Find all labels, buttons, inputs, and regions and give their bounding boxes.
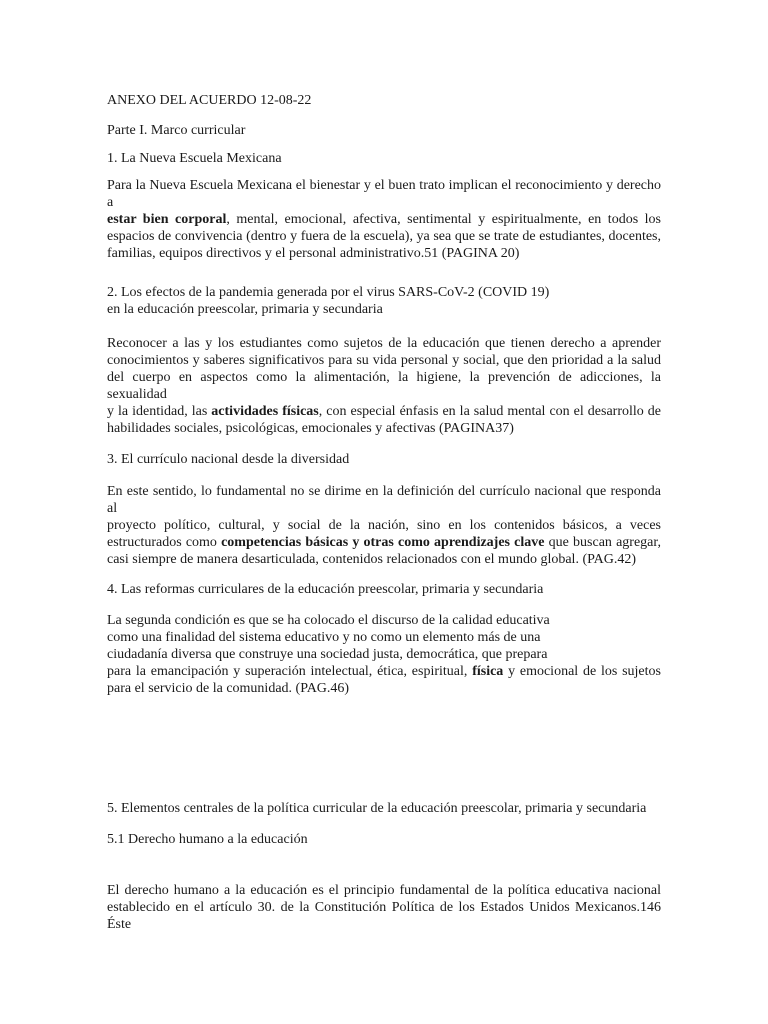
paragraph-line [107, 403, 661, 420]
line-text: estructurados como [107, 535, 222, 550]
paragraph-line: casi siempre de manera desarticulada, contenidos relacionados con el mundo global. (PAG.42) [107, 552, 636, 567]
line-text: , con especial énfasis en la salud mental con el desarrollo de [318, 404, 661, 419]
paragraph-line: proyecto político, cultural, y social de la nación, sino en los contenidos básicos, a veces [107, 518, 661, 533]
bold-phrase: estar bien corporal [107, 212, 227, 227]
paragraph-line: La segunda condición es que se ha colocado el discurso de la calidad educativa [107, 613, 550, 628]
section-4-heading: 4. Las reformas curriculares de la educación preescolar, primaria y secundaria [107, 582, 544, 597]
bold-phrase: actividades físicas [211, 404, 319, 419]
paragraph-line [107, 211, 661, 228]
paragraph-line: habilidades sociales, psicológicas, emocionales y afectivas (PAGINA37) [107, 421, 514, 436]
paragraph-line: ciudadanía diversa que construye una sociedad justa, democrática, que prepara [107, 647, 548, 662]
paragraph-line: El derecho humano a la educación es el principio fundamental de la política educativa nacional [107, 883, 661, 898]
paragraph-line: conocimientos y saberes significativos para su vida personal y social, que den prioridad a la salud [107, 353, 661, 368]
section-3-heading: 3. El currículo nacional desde la diversidad [107, 452, 350, 467]
line-text: y emocional de los sujetos [503, 664, 661, 679]
heading-line: 2. Los efectos de la pandemia generada por el virus SARS-CoV-2 (COVID 19) [107, 285, 550, 300]
section-2-heading [107, 284, 661, 318]
paragraph-line: establecido en el artículo 30. de la Constitución Política de los Estados Unidos Mexicanos.146 Éste [107, 900, 661, 932]
paragraph-line: En este sentido, lo fundamental no se dirime en la definición del currículo nacional que responda al [107, 484, 661, 516]
document-title: ANEXO DEL ACUERDO 12-08-22 [107, 93, 312, 108]
paragraph-line [107, 663, 661, 680]
section-1-paragraph [107, 177, 661, 262]
section-5-1-paragraph [107, 882, 661, 933]
paragraph-line: Para la Nueva Escuela Mexicana el bienestar y el buen trato implican el reconocimiento y derecho a [107, 178, 661, 210]
paragraph-line: como una finalidad del sistema educativo y no como un elemento más de una [107, 630, 541, 645]
section-5-1-heading: 5.1 Derecho humano a la educación [107, 832, 308, 847]
section-5-heading: 5. Elementos centrales de la política curricular de la educación preescolar, primaria y secundaria [107, 801, 647, 816]
paragraph-line [107, 534, 661, 551]
line-text: que buscan agregar, [544, 535, 661, 550]
paragraph-line: espacios de convivencia (dentro y fuera de la escuela), ya sea que se trate de estudiantes, docentes, [107, 229, 661, 244]
part-heading: Parte I. Marco curricular [107, 123, 246, 138]
section-3-paragraph [107, 483, 661, 568]
line-text: para la emancipación y superación intelectual, ética, espiritual, [107, 664, 473, 679]
bold-phrase: física [472, 664, 504, 679]
line-text: y la identidad, las [107, 404, 212, 419]
section-1-heading: 1. La Nueva Escuela Mexicana [107, 151, 282, 166]
heading-line: en la educación preescolar, primaria y secundaria [107, 302, 383, 317]
bold-phrase: competencias básicas y otras como aprendizajes clave [221, 535, 545, 550]
paragraph-line: familias, equipos directivos y el personal administrativo.51 (PAGINA 20) [107, 246, 520, 261]
section-4-paragraph [107, 612, 661, 663]
section-2-paragraph [107, 335, 661, 437]
line-text: , mental, emocional, afectiva, sentimental y espiritualmente, en todos los [226, 212, 662, 227]
paragraph-line: del cuerpo en aspectos como la alimentación, la higiene, la prevención de adicciones, la sexualidad [107, 370, 661, 402]
section-4-paragraph-cont [107, 663, 661, 697]
paragraph-line: Reconocer a las y los estudiantes como sujetos de la educación que tienen derecho a aprender [107, 336, 661, 351]
paragraph-line: para el servicio de la comunidad. (PAG.46) [107, 681, 350, 696]
